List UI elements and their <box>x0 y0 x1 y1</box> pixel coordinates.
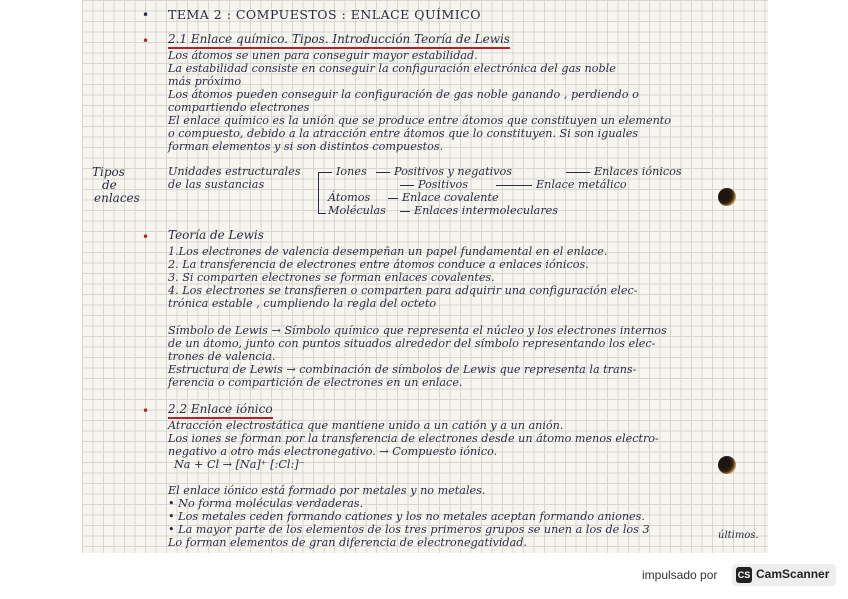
section1-line-4: Los átomos pueden conseguir la configuración de gas noble ganando , perdiendo o <box>168 88 639 101</box>
section2-bullet: • <box>142 404 150 418</box>
camscanner-badge[interactable] <box>732 564 836 586</box>
tipos-label-3: enlaces <box>94 191 140 205</box>
lewis-symbol-line-3: trones de valencia. <box>168 350 276 363</box>
section1-line-6: El enlace químico es la unión que se produce entre átomos que constituyen un elemento <box>168 114 672 127</box>
section2-line-2: Los iones se forman por la transferencia de electrones desde un átomo menos electro- <box>168 432 659 445</box>
section1-line-2: La estabilidad consiste en conseguir la configuración electrónica del gas noble <box>168 62 616 75</box>
lewis-symbol-line-1: Símbolo de Lewis → Símbolo químico que representa el núcleo y los electrones internos <box>168 324 667 337</box>
section1-line-5: compartiendo electrones <box>168 101 310 114</box>
lewis-heading: Teoría de Lewis <box>168 228 264 242</box>
camscanner-brand: CamScanner <box>756 567 830 581</box>
lewis-line-3: 3. Si comparten electrones se forman enlaces covalentes. <box>168 271 495 284</box>
camscanner-logo-icon: CS <box>736 567 752 583</box>
units-label-2: de las sustancias <box>168 178 265 191</box>
lewis-line-2: 2. La transferencia de electrones entre átomos conduce a enlaces iónicos. <box>168 258 589 271</box>
arrow-intermolecular <box>400 211 410 212</box>
lewis-symbol-line-4: Estructura de Lewis → combinación de símbolos de Lewis que representa la trans- <box>168 363 637 376</box>
section2-line-7: • Los metales ceden formando cationes y los no metales aceptan formando aniones. <box>168 510 645 523</box>
tipos-label-2: de <box>102 178 117 192</box>
covalent-bond: Enlace covalente <box>402 191 499 204</box>
section2-line-5: El enlace iónico está formado por metales y no metales. <box>168 484 486 497</box>
lewis-symbol-line-2: de un átomo, junto con puntos situados alrededor del símbolo representando los elec- <box>168 337 656 350</box>
type-moleculas: Moléculas <box>328 204 386 217</box>
section2-line-3: negativo a otro más electronegativo. → Compuesto iónico. <box>168 445 498 458</box>
lewis-bullet: • <box>142 230 150 244</box>
arrow-ionic <box>566 172 590 173</box>
powered-by-text: impulsado por <box>642 568 718 582</box>
section1-line-8: forman elementos y si son distintos compuestos. <box>168 140 444 153</box>
arrow-ions-mid <box>376 172 390 173</box>
units-label-1: Unidades estructurales <box>168 165 301 178</box>
section1-line-3: más próximo <box>168 75 242 88</box>
binder-hole-2 <box>718 456 736 474</box>
section2-line-1: Atracción electrostática que mantiene unido a un catión y a un anión. <box>168 419 564 432</box>
ionic-bond: Enlaces iónicos <box>594 165 682 178</box>
section2-line-9: Lo forman elementos de gran diferencia de electronegatividad. <box>168 536 527 549</box>
type-atomos: Átomos <box>328 191 371 204</box>
section1-line-1: Los átomos se unen para conseguir mayor estabilidad. <box>168 49 478 62</box>
lewis-symbol-line-5: ferencia o compartición de electrones en un enlace. <box>168 376 463 389</box>
type-iones: Iones <box>336 165 367 178</box>
page-title: TEMA 2 : COMPUESTOS : ENLACE QUÍMICO <box>168 7 482 22</box>
section1-bullet: • <box>142 34 150 48</box>
intermolecular-bonds: Enlaces intermoleculares <box>414 204 559 217</box>
tipos-label-1: Tipos <box>92 165 125 179</box>
ionic-formula: Na + Cl → [Na]⁺ [:Cl:]⁻ <box>174 458 305 471</box>
lewis-line-4: 4. Los electrones se transfieren o comparten para adquirir una configuración elec- <box>168 284 638 297</box>
metallic-bond: Enlace metálico <box>536 178 627 191</box>
section2-line-6: • No forma moléculas verdaderas. <box>168 497 364 510</box>
section2-line-8: • La mayor parte de los elementos de los tres primeros grupos se unen a los de los 3 <box>168 523 650 536</box>
section1-line-7: o compuesto, debido a la atracción entre átomos que lo constituyen. Si son iguales <box>168 127 639 140</box>
arrow-iones <box>318 172 332 173</box>
title-bullet: • <box>142 8 150 22</box>
notebook-page <box>82 0 768 553</box>
section1-heading: 2.1 Enlace químico. Tipos. Introducción Teoría de Lewis <box>168 33 510 46</box>
types-brace <box>318 172 326 214</box>
ions-positive: Positivos <box>418 178 468 191</box>
arrow-covalent <box>388 198 398 199</box>
ions-pos-neg: Positivos y negativos <box>394 165 512 178</box>
ultimos-note: últimos. <box>718 530 759 541</box>
lewis-line-5: trónica estable , cumpliendo la regla del octeto <box>168 297 437 310</box>
lewis-line-1: 1.Los electrones de valencia desempeñan un papel fundamental en el enlace. <box>168 245 608 258</box>
arrow-positivos <box>400 185 414 186</box>
binder-hole-1 <box>718 188 736 206</box>
arrow-metallic <box>496 185 532 186</box>
section2-heading: 2.2 Enlace iónico <box>168 403 273 416</box>
